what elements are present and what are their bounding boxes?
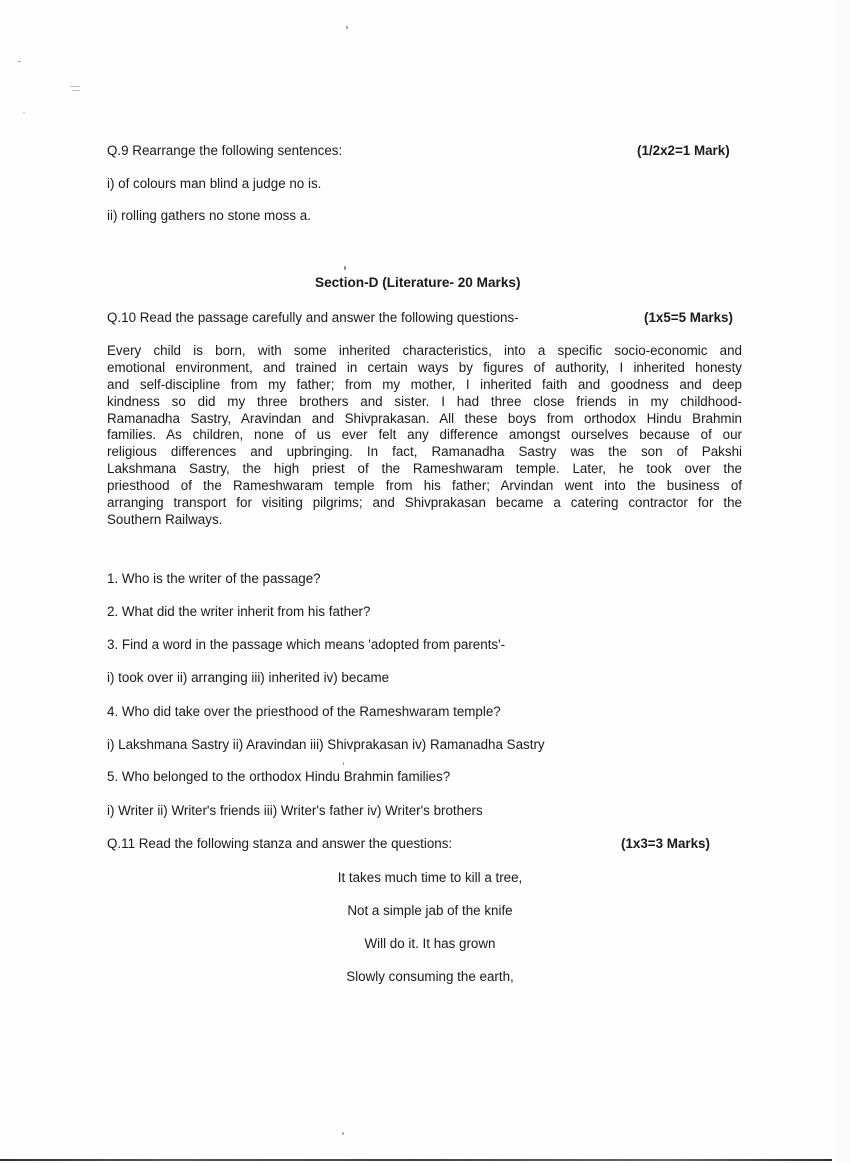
q10-marks — [644, 310, 733, 325]
passage-line: Southern Railways. — [107, 511, 223, 527]
scan-speck — [344, 266, 346, 270]
passage-line: priesthood of the Rameshwaram temple from his father; Arvindan went into the business of — [107, 478, 742, 494]
scan-right-edge — [836, 0, 850, 1163]
scan-speck — [342, 1132, 344, 1135]
section-heading: Section-D (Literature- 20 Marks) — [315, 275, 521, 290]
scan-speck — [72, 90, 80, 91]
scan-speck — [343, 762, 344, 765]
q10-question-2: 2. What did the writer inherit from his father? — [107, 604, 371, 619]
stanza-line-1: It takes much time to kill a tree, — [337, 870, 523, 885]
q10-question-5-options: i) Writer ii) Writer's friends iii) Writer's father iv) Writer's brothers — [107, 803, 483, 818]
stanza-line-3: Will do it. It has grown — [364, 936, 496, 951]
stanza-line-2: Not a simple jab of the knife — [347, 903, 513, 918]
passage-line: Lakshmana Sastry, the high priest of the Rameshwaram temple. Later, he took over the — [107, 461, 742, 477]
q9-item-2: ii) rolling gathers no stone moss a. — [107, 208, 311, 223]
q9-item-1: i) of colours man blind a judge no is. — [107, 176, 322, 191]
scan-speck — [346, 26, 348, 29]
scan-speck — [23, 112, 25, 113]
q10-question-3-options: i) took over ii) arranging iii) inherited iv) became — [107, 670, 390, 685]
q10-question-4: 4. Who did take over the priesthood of the Rameshwaram temple? — [107, 704, 501, 719]
passage-line: families. As children, none of us ever felt any difference amongst ourselves because of our — [107, 427, 742, 443]
q11-marks: (1x3=3 Marks) — [621, 836, 710, 851]
scan-speck — [18, 61, 21, 62]
passage-line: religious differences and upbringing. In fact, Ramanadha Sastry was the son of Pakshi — [107, 444, 742, 460]
passage-line: Ramanadha Sastry, Aravindan and Shivprakasan. All these boys from orthodox Hindu Brahmin — [107, 410, 742, 426]
q10-question-4-options: i) Lakshmana Sastry ii) Aravindan iii) Shivprakasan iv) Ramanadha Sastry — [107, 737, 545, 752]
passage-line: and self-discipline from my father; from my mother, I inherited faith and goodness and deep — [107, 376, 742, 392]
passage-line: arranging transport for visiting pilgrims; and Shivprakasan became a catering contractor for the — [107, 495, 742, 511]
scan-speck — [70, 86, 80, 87]
passage-line: kindness so did my three brothers and sister. I had three close friends in my childhood- — [107, 393, 742, 409]
passage-line: emotional environment, and trained in certain ways by figures of authority, I inherited honesty — [107, 359, 742, 375]
q9-title: Q.9 Rearrange the following sentences: — [107, 143, 343, 158]
q10-passage — [107, 343, 742, 529]
q10-question-3: 3. Find a word in the passage which means 'adopted from parents'- — [107, 637, 506, 652]
q10-question-5: 5. Who belonged to the orthodox Hindu Brahmin families? — [107, 769, 451, 784]
q10-title: Q.10 Read the passage carefully and answer the following questions- — [107, 310, 519, 325]
passage-line: Every child is born, with some inherited characteristics, into a specific socio-economic and — [107, 343, 742, 358]
q10-question-1: 1. Who is the writer of the passage? — [107, 571, 321, 586]
stanza-line-4: Slowly consuming the earth, — [346, 969, 514, 984]
scan-bottom-edge — [0, 1159, 832, 1161]
q11-title: Q.11 Read the following stanza and answer the questions: — [107, 836, 453, 851]
q10-marks-text: (1x5=5 Marks) — [644, 310, 733, 325]
q9-marks: (1/2x2=1 Mark) — [637, 143, 730, 158]
